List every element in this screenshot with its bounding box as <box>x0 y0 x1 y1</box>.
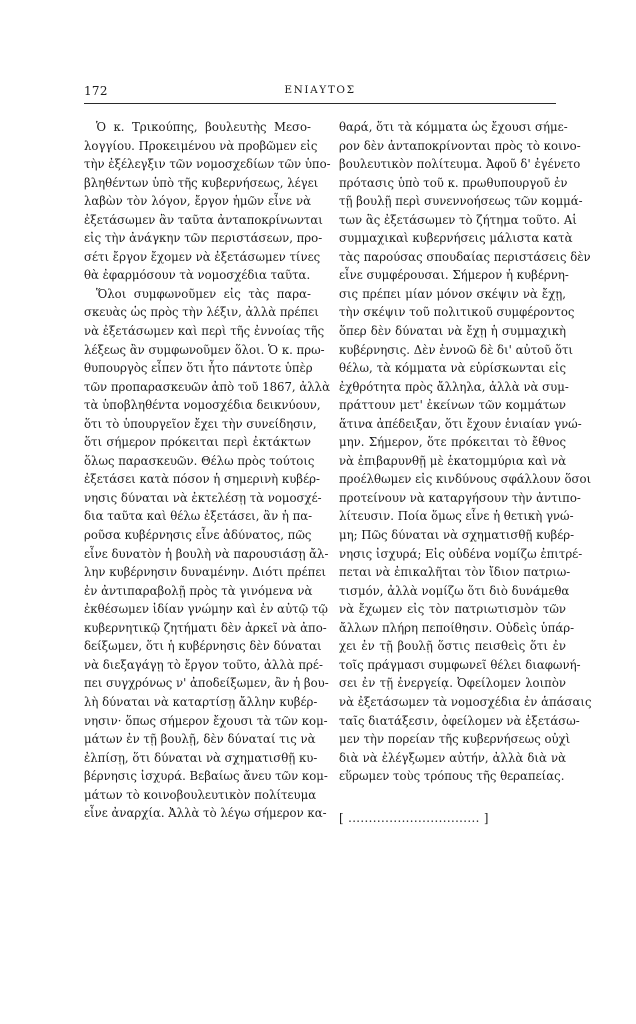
text-line: εἶνε συμφέρουσαι. Σήμερον ἡ κυβέρνη- <box>339 268 569 283</box>
text-line: τὴν ἐξέλεγξιν τῶν νομοσχεδίων τῶν ὑπο- <box>84 157 331 172</box>
text-line: ἅτινα ἀπέδειξαν, ὅτι ἔχουν ἑνιαίαν γνώ- <box>339 416 582 431</box>
text-line: δείξωμεν, ὅτι ἡ κυβέρνησις δὲν δύναται <box>84 639 322 654</box>
text-line: νὰ ἐξετάσωμεν τὰ νομοσχέδια ἐν ἁπάσαις <box>339 694 592 709</box>
text-line: λίτευσιν. Ποία ὅμως εἶνε ἡ θετικὴ γνώ- <box>339 509 574 524</box>
text-line: σέτι ἔργον ἔχομεν νὰ ἐξετάσωμεν τίνες <box>84 249 321 264</box>
text-line: θὰ ἐφαρμόσουν τὰ νομοσχέδια ταῦτα. <box>84 268 311 283</box>
text-line: βέρνησις ἰσχυρά. Βεβαίως ἄνευ τῶν κομ- <box>84 769 328 784</box>
text-line: σκευὰς ὡς πρὸς τὴν λέξιν, ἀλλὰ πρέπει <box>84 305 319 320</box>
text-line: τισμόν, ἀλλὰ νομίζω ὅτι διὸ δυνάμεθα <box>339 583 570 598</box>
text-line: τοῖς πράγμασι συμφωνεῖ θέλει διαφωνή- <box>339 657 581 672</box>
text-line: των ἃς ἐξετάσωμεν τὸ ζήτημα τοῦτο. Αἱ <box>339 212 577 227</box>
text-line: τὴν σκέψιν τοῦ πολιτικοῦ συμφέροντος <box>339 305 575 320</box>
text-line: ἐν ἀντιπαραβολῇ πρὸς τὰ γινόμενα νὰ <box>84 583 313 598</box>
text-line: Ὁ κ. Τρικούπης, βουλευτὴς Μεσο- <box>96 120 311 134</box>
text-line: μάτων ἐν τῇ βουλῇ, δὲν δύναταί τις νὰ <box>84 732 316 747</box>
running-title: ΕΝΙΑΥΤΟΣ <box>284 84 356 96</box>
text-line: κυβέρνησις. Δὲν ἐννοῶ δὲ δι' αὐτοῦ ὅτι <box>339 342 574 357</box>
text-line: θέλω, τὰ κόμματα νὰ εὑρίσκωνται εἰς <box>339 361 566 376</box>
text-line: εὕρωμεν τοὺς τρόπους τῆς θεραπείας. <box>339 769 565 784</box>
text-line: βουλευτικὸν πολίτευμα. Ἀφοῦ δ' ἐγένετο <box>339 157 581 172</box>
text-line: βληθέντων ὑπὸ τῆς κυβερνήσεως, λέγει <box>84 175 319 190</box>
text-line: ταῖς διατάξεσιν, ὀφείλομεν νὰ ἐξετάσω- <box>339 713 580 728</box>
text-line: προτείνουν νὰ καταργήσουν τὴν ἀντιπο- <box>339 490 581 505</box>
page-number: 172 <box>84 84 108 98</box>
text-line: τῇ βουλῇ περὶ συνεννοήσεως τῶν κομμά- <box>339 194 583 209</box>
text-line: προέλθωμεν εἰς κινδύνους σφάλλουν ὅσοι <box>339 472 592 487</box>
text-line: λὴ δύναται νὰ καταρτίσῃ ἄλλην κυβέρ- <box>84 694 318 709</box>
text-line: ροῦσα κυβέρνησις εἶνε ἀδύνατος, πῶς <box>84 528 312 543</box>
text-line: εἶνε δυνατὸν ἡ βουλὴ νὰ παρουσιάσῃ ἄλ- <box>84 546 329 561</box>
text-line: ἐξετάσωμεν ἂν ταῦτα ἀνταποκρίνωνται <box>84 212 323 227</box>
text-line: νὰ ἐπιβαρυνθῇ μὲ ἑκατομμύρια καὶ νὰ <box>339 453 567 468</box>
text-line: εἰς τὴν ἀνάγκην τῶν περιστάσεων, προ- <box>84 231 323 246</box>
text-line: νησις ἰσχυρά; Εἰς οὐδένα νομίζω ἐπιτρέ- <box>339 546 583 561</box>
page-header <box>84 84 556 108</box>
text-line: πει συγχρόνως ν' ἀποδείξωμεν, ἂν ἡ βου- <box>84 676 329 691</box>
text-line: ὅλως παρασκευῶν. Θέλω πρὸς τούτοις <box>84 453 315 468</box>
text-line: ρον δὲν ἀνταποκρίνονται πρὸς τὸ κοινο- <box>339 138 581 153</box>
text-line: νὰ ἐξετάσωμεν καὶ περὶ τῆς ἐννοίας τῆς <box>84 324 325 339</box>
text-line: λέξεως ἂν συμφωνοῦμεν ὅλοι. Ὁ κ. πρω- <box>84 342 325 357</box>
text-line: ὅτι σήμερον πρόκειται περὶ ἐκτάκτων <box>84 435 311 450</box>
text-line: πράττουν μετ' ἐκείνων τῶν κομμάτων <box>339 398 566 413</box>
text-line: τὰς παρούσας σπουδαίας περιστάσεις δὲν <box>339 249 591 264</box>
text-line: ἐκθέσωμεν ἰδίαν γνώμην καὶ ἐν αὐτῷ τῷ <box>84 602 328 617</box>
text-line: σει ἐν τῇ ἐνεργείᾳ. Ὀφείλομεν λοιπὸν <box>339 676 566 691</box>
text-line: ὅπερ δὲν δύναται νὰ ἔχῃ ἡ συμμαχικὴ <box>339 324 566 339</box>
text-line: χει ἐν τῇ βουλῇ ὅστις πεισθεὶς ὅτι ἐν <box>339 639 566 654</box>
text-line: Ὅλοι συμφωνοῦμεν εἰς τὰς παρα- <box>96 286 311 301</box>
text-line: μην. Σήμερον, ὅτε πρόκειται τὸ ἔθνος <box>339 435 566 450</box>
text-line: πεται νὰ ἐπικαλῆται τὸν ἴδιον πατριω- <box>339 565 571 580</box>
text-line: συμμαχικαὶ κυβερνήσεις μάλιστα κατὰ <box>339 231 573 246</box>
text-line: νησιν· ὅπως σήμερον ἔχουσι τὰ τῶν κομ- <box>84 713 328 728</box>
text-line: πρότασις ὑπὸ τοῦ κ. πρωθυπουργοῦ ἐν <box>339 175 568 190</box>
text-line: λαβὼν τὸν λόγον, ἔργον ἡμῶν εἶνε νὰ <box>84 194 311 209</box>
text-line: λογγίου. Προκειμένου νὰ προβῶμεν εἰς <box>84 138 318 153</box>
text-line: [ ................................ ] <box>339 810 489 825</box>
header-rule <box>84 103 556 104</box>
text-line: ἐξετάσει κατὰ πόσον ἡ σημερινὴ κυβέρ- <box>84 472 320 487</box>
text-line: τῶν προπαρασκευῶν ἀπὸ τοῦ 1867, ἀλλὰ <box>84 379 330 394</box>
text-line: κυβερνητικῷ ζητήματι δὲν ἀρκεῖ νὰ ἀπο- <box>84 620 327 635</box>
text-line: θυπουργὸς εἶπεν ὅτι ἦτο πάντοτε ὑπὲρ <box>84 361 313 376</box>
text-line: ὅτι τὸ ὑπουργεῖον ἔχει τὴν συνείδησιν, <box>84 416 317 431</box>
text-line: νὰ ἔχωμεν εἰς τὸν πατριωτισμὸν τῶν <box>339 602 566 617</box>
text-line: σις πρέπει μίαν μόνον σκέψιν νὰ ἔχῃ, <box>339 286 566 301</box>
text-line: θαρά, ὅτι τὰ κόμματα ὡς ἔχουσι σήμε- <box>339 120 568 134</box>
text-line: διὰ νὰ ἐλέγξωμεν αὐτήν, ἀλλὰ διὰ νὰ <box>339 750 566 765</box>
text-line: λην κυβέρνησιν δυναμένην. Διότι πρέπει <box>84 565 326 580</box>
text-line: μεν τὴν πορείαν τῆς κυβερνήσεως οὐχὶ <box>339 732 571 747</box>
text-line: μάτων τὸ κοινοβουλευτικὸν πολίτευμα <box>84 787 317 802</box>
left-column <box>84 118 331 823</box>
text-line: ἐλπίσῃ, ὅτι δύναται νὰ σχηματισθῇ κυ- <box>84 750 318 765</box>
text-line: δια ταῦτα καὶ θέλω ἐξετάσει, ἂν ἡ πα- <box>84 509 313 524</box>
right-column <box>339 118 592 827</box>
text-line: ἐχθρότητα πρὸς ἄλληλα, ἀλλὰ νὰ συμ- <box>339 379 569 394</box>
text-line: νὰ διεξαγάγῃ τὸ ἔργον τοῦτο, ἀλλὰ πρέ- <box>84 657 323 672</box>
text-line: νησις δύναται νὰ ἐκτελέσῃ τὰ νομοσχέ- <box>84 490 322 505</box>
text-line: εἶνε ἀναρχία. Ἀλλὰ τὸ λέγω σήμερον κα- <box>84 806 327 821</box>
text-line: ἄλλων πλήρη πεποίθησιν. Οὐδεὶς ὑπάρ- <box>339 620 575 635</box>
text-line: μη; Πῶς δύναται νὰ σχηματισθῇ κυβέρ- <box>339 528 575 543</box>
text-line: τὰ ὑποβληθέντα νομοσχέδια δεικνύουν, <box>84 398 321 413</box>
